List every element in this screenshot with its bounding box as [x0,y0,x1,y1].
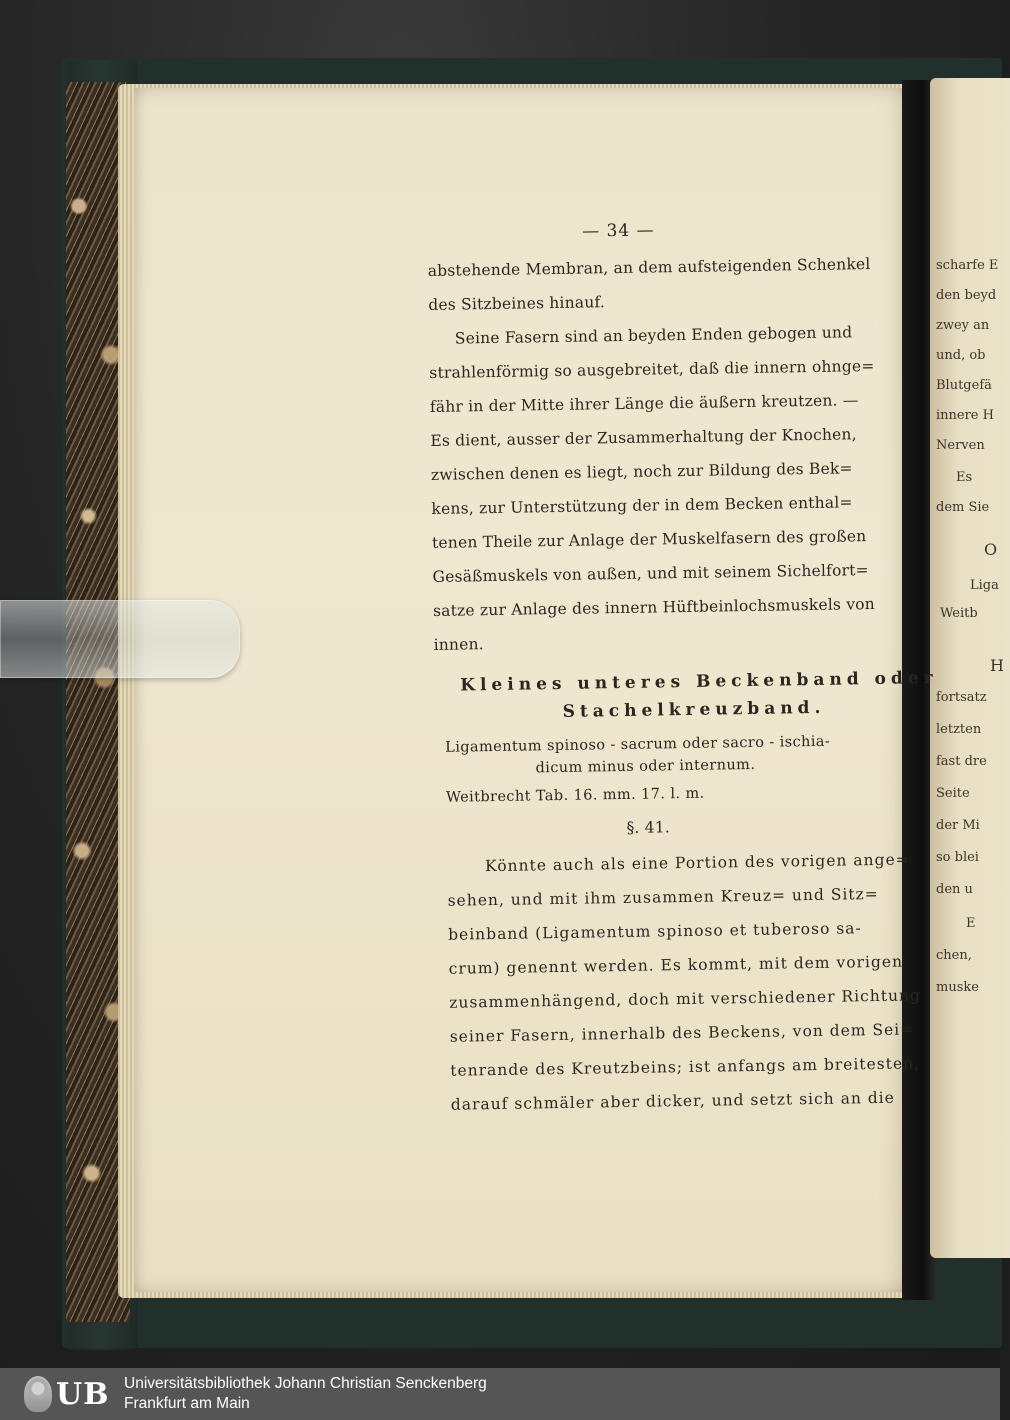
reference-citation: Weitbrecht Tab. 16. mm. 17. l. m. [445,785,705,806]
library-footer [0,1368,1000,1420]
facing-fragment: den beyd [936,288,997,303]
facing-page [930,78,1010,1258]
section-heading-sub: Stachelkreuzband. [562,697,826,722]
text-line: sehen, und mit ihm zusammen Kreuz= und Sitz= [447,884,879,910]
facing-fragment: H [990,656,1004,675]
facing-fragment: innere H [936,408,994,423]
text-line: Gesäßmuskels von außen, und mit seinem Sichelfort= [432,561,869,586]
facing-fragment: Nerven [936,438,985,453]
facing-fragment: Weitb [940,606,978,621]
facing-fragment: zwey an [936,318,990,333]
facing-fragment: den u [936,882,973,897]
text-line: kens, zur Unterstützung der in dem Becken enthal= [431,493,853,518]
institution-name [110,1374,487,1414]
text-line: Könnte auch als eine Portion des vorigen ange= [484,850,910,876]
facing-fragment: fortsatz [936,690,987,705]
text-line: Seine Fasern sind an beyden Enden gebogen und [454,323,853,348]
transparent-bookmark [0,600,240,678]
institution-line-2: Frankfurt am Main [124,1395,250,1412]
facing-fragment: Blutgefä [936,378,992,393]
library-logo[interactable] [0,1368,110,1420]
facing-fragment: E [966,916,976,931]
facing-fragment: fast dre [936,754,987,769]
logo-text: UB [56,1376,110,1412]
text-line: crum) genennt werden. Es kommt, mit dem vorigen [448,952,904,978]
facing-fragment: chen, [936,948,972,963]
facing-fragment: Es [956,470,973,485]
latin-name-cont: dicum minus oder internum. [535,756,756,777]
text-line: Es dient, ausser der Zusammerhaltung der Knochen, [430,425,857,450]
page-number: — 34 — [581,220,655,242]
text-line: des Sitzbeines hinauf. [428,293,606,314]
text-line: zusammenhängend, doch mit verschiedener Richtung [449,986,922,1012]
text-line: strahlenförmig so ausgebreitet, daß die innern ohnge= [429,356,875,382]
facing-fragment: O [984,540,998,559]
text-line: fähr in der Mitte ihrer Länge die äußern kreutzen. — [429,391,859,416]
facing-fragment: scharfe E [936,258,999,273]
facing-fragment: so blei [936,850,979,865]
section-heading: Kleines unteres Beckenband oder [460,668,938,696]
facing-fragment: muske [936,980,979,995]
facing-fragment: Liga [970,578,999,593]
text-line: abstehende Membran, an dem aufsteigenden Schenkel [427,255,871,280]
bust-emblem-icon [24,1376,52,1412]
text-line: seiner Fasern, innerhalb des Beckens, von dem Sei= [449,1020,915,1046]
text-line: tenrande des Kreutzbeins; ist anfangs am breitesten, [450,1054,921,1080]
facing-fragment: dem Sie [936,500,990,515]
institution-line-1: Universitätsbibliothek Johann Christian Senckenberg [124,1375,487,1392]
text-line: beinband (Ligamentum spinoso et tuberoso sa- [448,919,862,944]
text-line: tenen Theile zur Anlage der Muskelfasern des großen [431,527,867,552]
facing-fragment: und, ob [936,348,986,363]
latin-name: Ligamentum spinoso - sacrum oder sacro - ischia- [445,733,831,756]
text-line: darauf schmäler aber dicker, und setzt sich an die [450,1088,895,1114]
text-line: zwischen denen es liegt, noch zur Bildung des Bek= [430,459,853,484]
facing-fragment: letzten [936,722,982,737]
text-line: satze zur Anlage des innern Hüftbeinlochsmuskels von [432,595,876,620]
facing-fragment: der Mi [936,818,980,833]
section-number: §. 41. [626,818,671,837]
text-line: innen. [433,635,484,654]
facing-fragment: Seite [936,786,970,801]
